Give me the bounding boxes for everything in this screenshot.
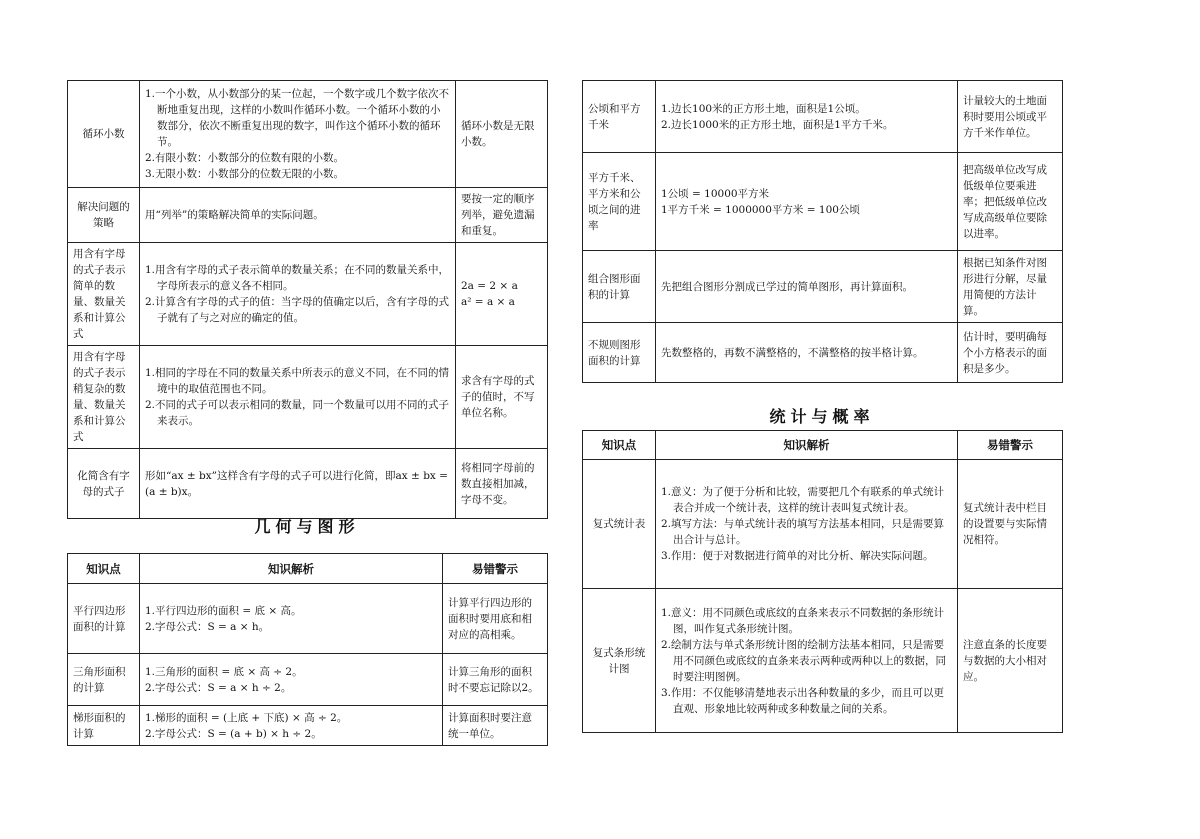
knowledge-analysis: 先把组合图形分割成已学过的简单图形，再计算面积。 [656,251,958,323]
knowledge-analysis: 1.平行四边形的面积 = 底 × 高。 2.字母公式：S = a × h。 [140,584,443,654]
header-knowledge-point: 知识点 [583,431,656,460]
table-row [583,460,1063,589]
warning: 把高级单位改写成低级单位要乘进率；把低级单位改写成高级单位要除以进率。 [958,153,1063,251]
knowledge-analysis: 1.三角形的面积 = 底 × 高 ÷ 2。 2.字母公式：S = a × h ÷ 2。 [140,654,443,706]
table-header-row [68,554,548,584]
warning: 计算面积时要注意统一单位。 [443,706,548,746]
warning: 循环小数是无限小数。 [456,81,548,188]
knowledge-analysis: 先数整格的，再数不满整格的，不满整格的按半格计算。 [656,323,958,383]
warning: 计算平行四边形的面积时要用底和相对应的高相乘。 [443,584,548,654]
table-row [583,323,1063,383]
knowledge-point: 循环小数 [68,81,140,188]
header-warning: 易错警示 [443,554,548,584]
warning: 估计时，要明确每个小方格表示的面积是多少。 [958,323,1063,383]
warning: 求含有字母的式子的值时，不写单位名称。 [456,346,548,449]
statistics-section-title: 统计与概率 [769,407,875,426]
warning: 计量较大的土地面积时要用公顷或平方千米作单位。 [958,81,1063,153]
knowledge-analysis: 1.相同的字母在不同的数量关系中所表示的意义不同，在不同的情境中的取值范围也不同。 2.不同的式子可以表示相同的数量，同一个数量可以用不同的式子来表示。 [140,346,456,449]
warning: 根据已知条件对图形进行分解，尽量用简便的方法计算。 [958,251,1063,323]
knowledge-point: 复式条形统计图 [583,589,656,733]
table-row [68,346,548,449]
knowledge-point: 梯形面积的计算 [68,706,140,746]
warning: 计算三角形的面积时不要忘记除以2。 [443,654,548,706]
table-row [68,188,548,243]
geometry-table [67,553,548,746]
knowledge-analysis: 1.边长100米的正方形土地，面积是1公顷。 2.边长1000米的正方形土地，面积是1平方千米。 [656,81,958,153]
knowledge-analysis: 1.梯形的面积 = (上底 + 下底) × 高 ÷ 2。 2.字母公式：S = (a + b) × h ÷ 2。 [140,706,443,746]
table-row [68,449,548,519]
knowledge-analysis: 1.意义：为了便于分析和比较，需要把几个有联系的单式统计表合并成一个统计表，这样的统计表叫复式统计表。 2.填写方法：与单式统计表的填写方法基本相同，只是需要算出合计与总计。 3.作用：便于对数据进行简单的对比分析、解决实际问题。 [656,460,958,589]
formula-examples: 2a = 2 × a a² = a × a [456,243,548,346]
knowledge-point: 三角形面积的计算 [68,654,140,706]
knowledge-point: 不规则图形面积的计算 [583,323,656,383]
table-row [68,654,548,706]
table-row [583,589,1063,733]
knowledge-analysis: 1.用含有字母的式子表示简单的数量关系；在不同的数量关系中，字母所表示的意义各不相同。 2.计算含有字母的式子的值：当字母的值确定以后，含有字母的式子就有了与之对应的确定的值。 [140,243,456,346]
knowledge-point: 平行四边形面积的计算 [68,584,140,654]
knowledge-point: 组合图形面积的计算 [583,251,656,323]
knowledge-point: 平方千米、平方米和公顷之间的进率 [583,153,656,251]
table-row [68,243,548,346]
knowledge-analysis: 1.一个小数，从小数部分的某一位起，一个数字或几个数字依次不断地重复出现，这样的小数叫作循环小数。一个循环小数的小数部分，依次不断重复出现的数字，叫作这个循环小数的循环节。 2.有限小数：小数部分的位数有限的小数。 3.无限小数：小数部分的位数无限的小数。 [140,81,456,188]
knowledge-point: 用含有字母的式子表示稍复杂的数量、数量关系和计算公式 [68,346,140,449]
statistics-table [582,430,1063,733]
area-units-table [582,80,1063,383]
table-row [68,584,548,654]
table-row [583,251,1063,323]
geometry-section-title: 几何与图形 [254,517,360,536]
decimal-algebra-table [67,80,548,519]
knowledge-point: 解决问题的策略 [68,188,140,243]
knowledge-analysis: 1.意义：用不同颜色或底纹的直条来表示不同数据的条形统计图，叫作复式条形统计图。 2.绘制方法与单式条形统计图的绘制方法基本相同，只是需要用不同颜色或底纹的直条来表示两种或两种以上的数据，同时要注明图例。 3.作用：不仅能够清楚地表示出各种数量的多少，而且可以更直观、形象地比较两种或多种数量之间的关系。 [656,589,958,733]
table-row [583,153,1063,251]
knowledge-point: 用含有字母的式子表示简单的数量、数量关系和计算公式 [68,243,140,346]
knowledge-point: 公顷和平方千米 [583,81,656,153]
warning: 复式统计表中栏目的设置要与实际情况相符。 [958,460,1063,589]
knowledge-point: 化简含有字母的式子 [68,449,140,519]
warning: 要按一定的顺序列举，避免遗漏和重复。 [456,188,548,243]
table-header-row [583,431,1063,460]
header-knowledge-point: 知识点 [68,554,140,584]
knowledge-analysis: 形如“ax ± bx”这样含有字母的式子可以进行化简，即ax ± bx = (a ± b)x。 [140,449,456,519]
knowledge-analysis: 1公顷 = 10000平方米 1平方千米 = 1000000平方米 = 100公顷 [656,153,958,251]
table-row [68,81,548,188]
header-knowledge-analysis: 知识解析 [140,554,443,584]
knowledge-point: 复式统计表 [583,460,656,589]
table-row [68,706,548,746]
header-warning: 易错警示 [958,431,1063,460]
warning: 注意直条的长度要与数据的大小相对应。 [958,589,1063,733]
warning: 将相同字母前的数直接相加减，字母不变。 [456,449,548,519]
knowledge-analysis: 用“列举”的策略解决简单的实际问题。 [140,188,456,243]
header-knowledge-analysis: 知识解析 [656,431,958,460]
table-row [583,81,1063,153]
